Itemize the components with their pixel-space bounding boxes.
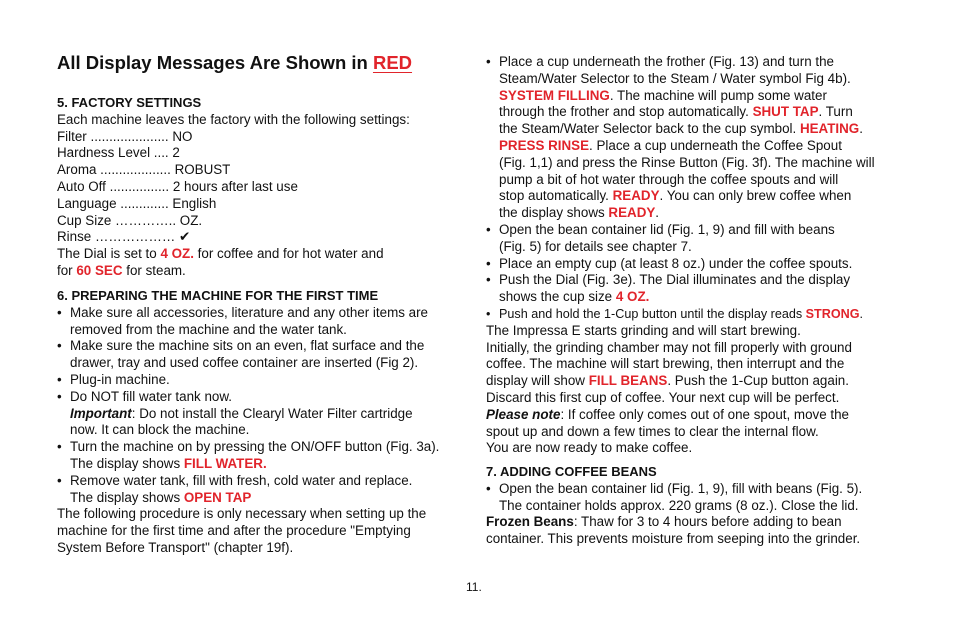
step-push-dial: • Push the Dial (Fig. 3e). The Dial illuminates and the display shows the cup size 4 OZ. bbox=[486, 272, 901, 306]
display-msg-ready-1: READY bbox=[612, 188, 660, 204]
right-steps bbox=[486, 54, 901, 457]
page-title: All Display Messages Are Shown in RED bbox=[57, 52, 413, 73]
setting-hardness: Hardness Level .... 2 bbox=[57, 145, 180, 161]
dial-setting-line1: The Dial is set to 4 OZ. for coffee and for hot water and bbox=[57, 246, 384, 262]
display-msg-open-tap: OPEN TAP bbox=[183, 489, 252, 505]
please-note-label: Please note bbox=[486, 406, 561, 422]
prep-heading: 6. PREPARING THE MACHINE FOR THE FIRST TIME bbox=[57, 288, 379, 303]
factory-intro: Each machine leaves the factory with the following settings: bbox=[57, 111, 410, 127]
setting-auto-off: Auto Off ................ 2 hours after last use bbox=[57, 178, 298, 194]
setting-cup-size: Cup Size ………….. OZ. bbox=[57, 212, 203, 228]
prep-bullet-2: • Make sure the machine sits on an even, flat surface and the drawer, tray and used coffee container are inserted (Fig 2). bbox=[57, 338, 467, 372]
display-msg-4oz-cup: 4 OZ. bbox=[615, 289, 650, 305]
setting-rinse: Rinse ……………… ✔ bbox=[57, 229, 191, 245]
prep-section bbox=[57, 288, 467, 557]
factory-settings-section bbox=[57, 95, 467, 280]
step-hold-1cup: • Push and hold the 1-Cup button until the display reads STRONG. bbox=[486, 306, 901, 323]
prep-bullet-3: • Plug-in machine. bbox=[57, 372, 467, 389]
page-number: 11. bbox=[466, 580, 482, 594]
display-msg-4oz: 4 OZ. bbox=[160, 246, 194, 262]
display-msg-press-rinse: PRESS RINSE bbox=[499, 137, 590, 153]
title-red-word: RED bbox=[372, 52, 413, 73]
setting-aroma: Aroma ................... ROBUST bbox=[57, 162, 231, 178]
prep-procedure-note: The following procedure is only necessary when setting up the machine for the first time and after the procedure "Emptying System Before Transport" (chapter 19f). bbox=[57, 506, 427, 555]
display-msg-strong: STRONG bbox=[805, 306, 860, 321]
display-msg-heating: HEATING bbox=[799, 121, 860, 137]
frozen-beans-note: Frozen Beans: Thaw for 3 to 4 hours before adding to bean container. This prevents moisture from seeping into the grinder. bbox=[486, 514, 861, 547]
display-msg-60sec: 60 SEC bbox=[76, 262, 123, 278]
important-note: Important: Do not install the Clearyl Water Filter cartridge now. It can block the machine. bbox=[70, 405, 413, 438]
dial-setting-line2: for 60 SEC for steam. bbox=[57, 262, 186, 278]
important-label: Important bbox=[70, 405, 132, 421]
display-msg-fill-water: FILL WATER. bbox=[183, 455, 267, 471]
setting-language: Language ............. English bbox=[57, 195, 217, 211]
frozen-beans-label: Frozen Beans bbox=[486, 514, 574, 530]
setting-filter: Filter ..................... NO bbox=[57, 128, 193, 144]
adding-beans-heading: 7. ADDING COFFEE BEANS bbox=[486, 464, 657, 479]
beans-bullet-1: • Open the bean container lid (Fig. 1, 9), fill with beans (Fig. 5). The container holds approx. 220 grams (8 oz.). Close the lid. bbox=[486, 481, 901, 515]
step-open-bean-lid: • Open the bean container lid (Fig. 1, 9) and fill with beans (Fig. 5) for details see chapter 7. bbox=[486, 222, 901, 256]
prep-bullet-1: • Make sure all accessories, literature and any other items are removed from the machine and the water tank. bbox=[57, 305, 467, 339]
prep-bullet-5: • Turn the machine on by pressing the ON/OFF button (Fig. 3a). The display shows FILL WATER. bbox=[57, 439, 467, 473]
prep-bullet-4: • Do NOT fill water tank now. bbox=[57, 389, 467, 406]
display-msg-ready-2: READY bbox=[608, 205, 656, 221]
display-msg-shut-tap: SHUT TAP bbox=[752, 104, 819, 120]
adding-beans-section bbox=[486, 464, 901, 548]
step-system-filling: • Place a cup underneath the frother (Fig. 13) and turn the Steam/Water Selector to the Steam / Water symbol Fig 4b). SYSTEM FILLING. The machine will pump some water through the frother and stop automatically. SHUT TAP. Turn the Steam/Water Selector back to the cup symbol. HEATING. PRESS RINSE. Place a cup underneath the Coffee Spout (Fig. 1,1) and press the Rinse Button (Fig. 3f). The machine will pump a bit of hot water through the coffee spouts and will stop automatically. READY. You can only brew coffee when the display shows READY. bbox=[486, 54, 901, 222]
step-empty-cup: • Place an empty cup (at least 8 oz.) under the coffee spouts. bbox=[486, 256, 901, 273]
display-msg-system-filling: SYSTEM FILLING bbox=[499, 87, 610, 103]
factory-settings-heading: 5. FACTORY SETTINGS bbox=[57, 95, 202, 110]
brewing-paragraph: The Impressa E starts grinding and will start brewing. Initially, the grinding chamber may not fill properly with ground coffee. The machine will start brewing, then interrupt and the display will show FILL BEANS. Push the 1-Cup button again. Discard this first cup of coffee. Your next cup will be perfect. Please note: If coffee only comes out of one spout, move the spout up and down a few times to clear the internal flow. You are now ready to make coffee. bbox=[486, 322, 852, 456]
prep-bullet-6: • Remove water tank, fill with fresh, cold water and replace. The display shows OPEN TAP bbox=[57, 473, 467, 507]
display-msg-fill-beans: FILL BEANS bbox=[588, 373, 668, 389]
